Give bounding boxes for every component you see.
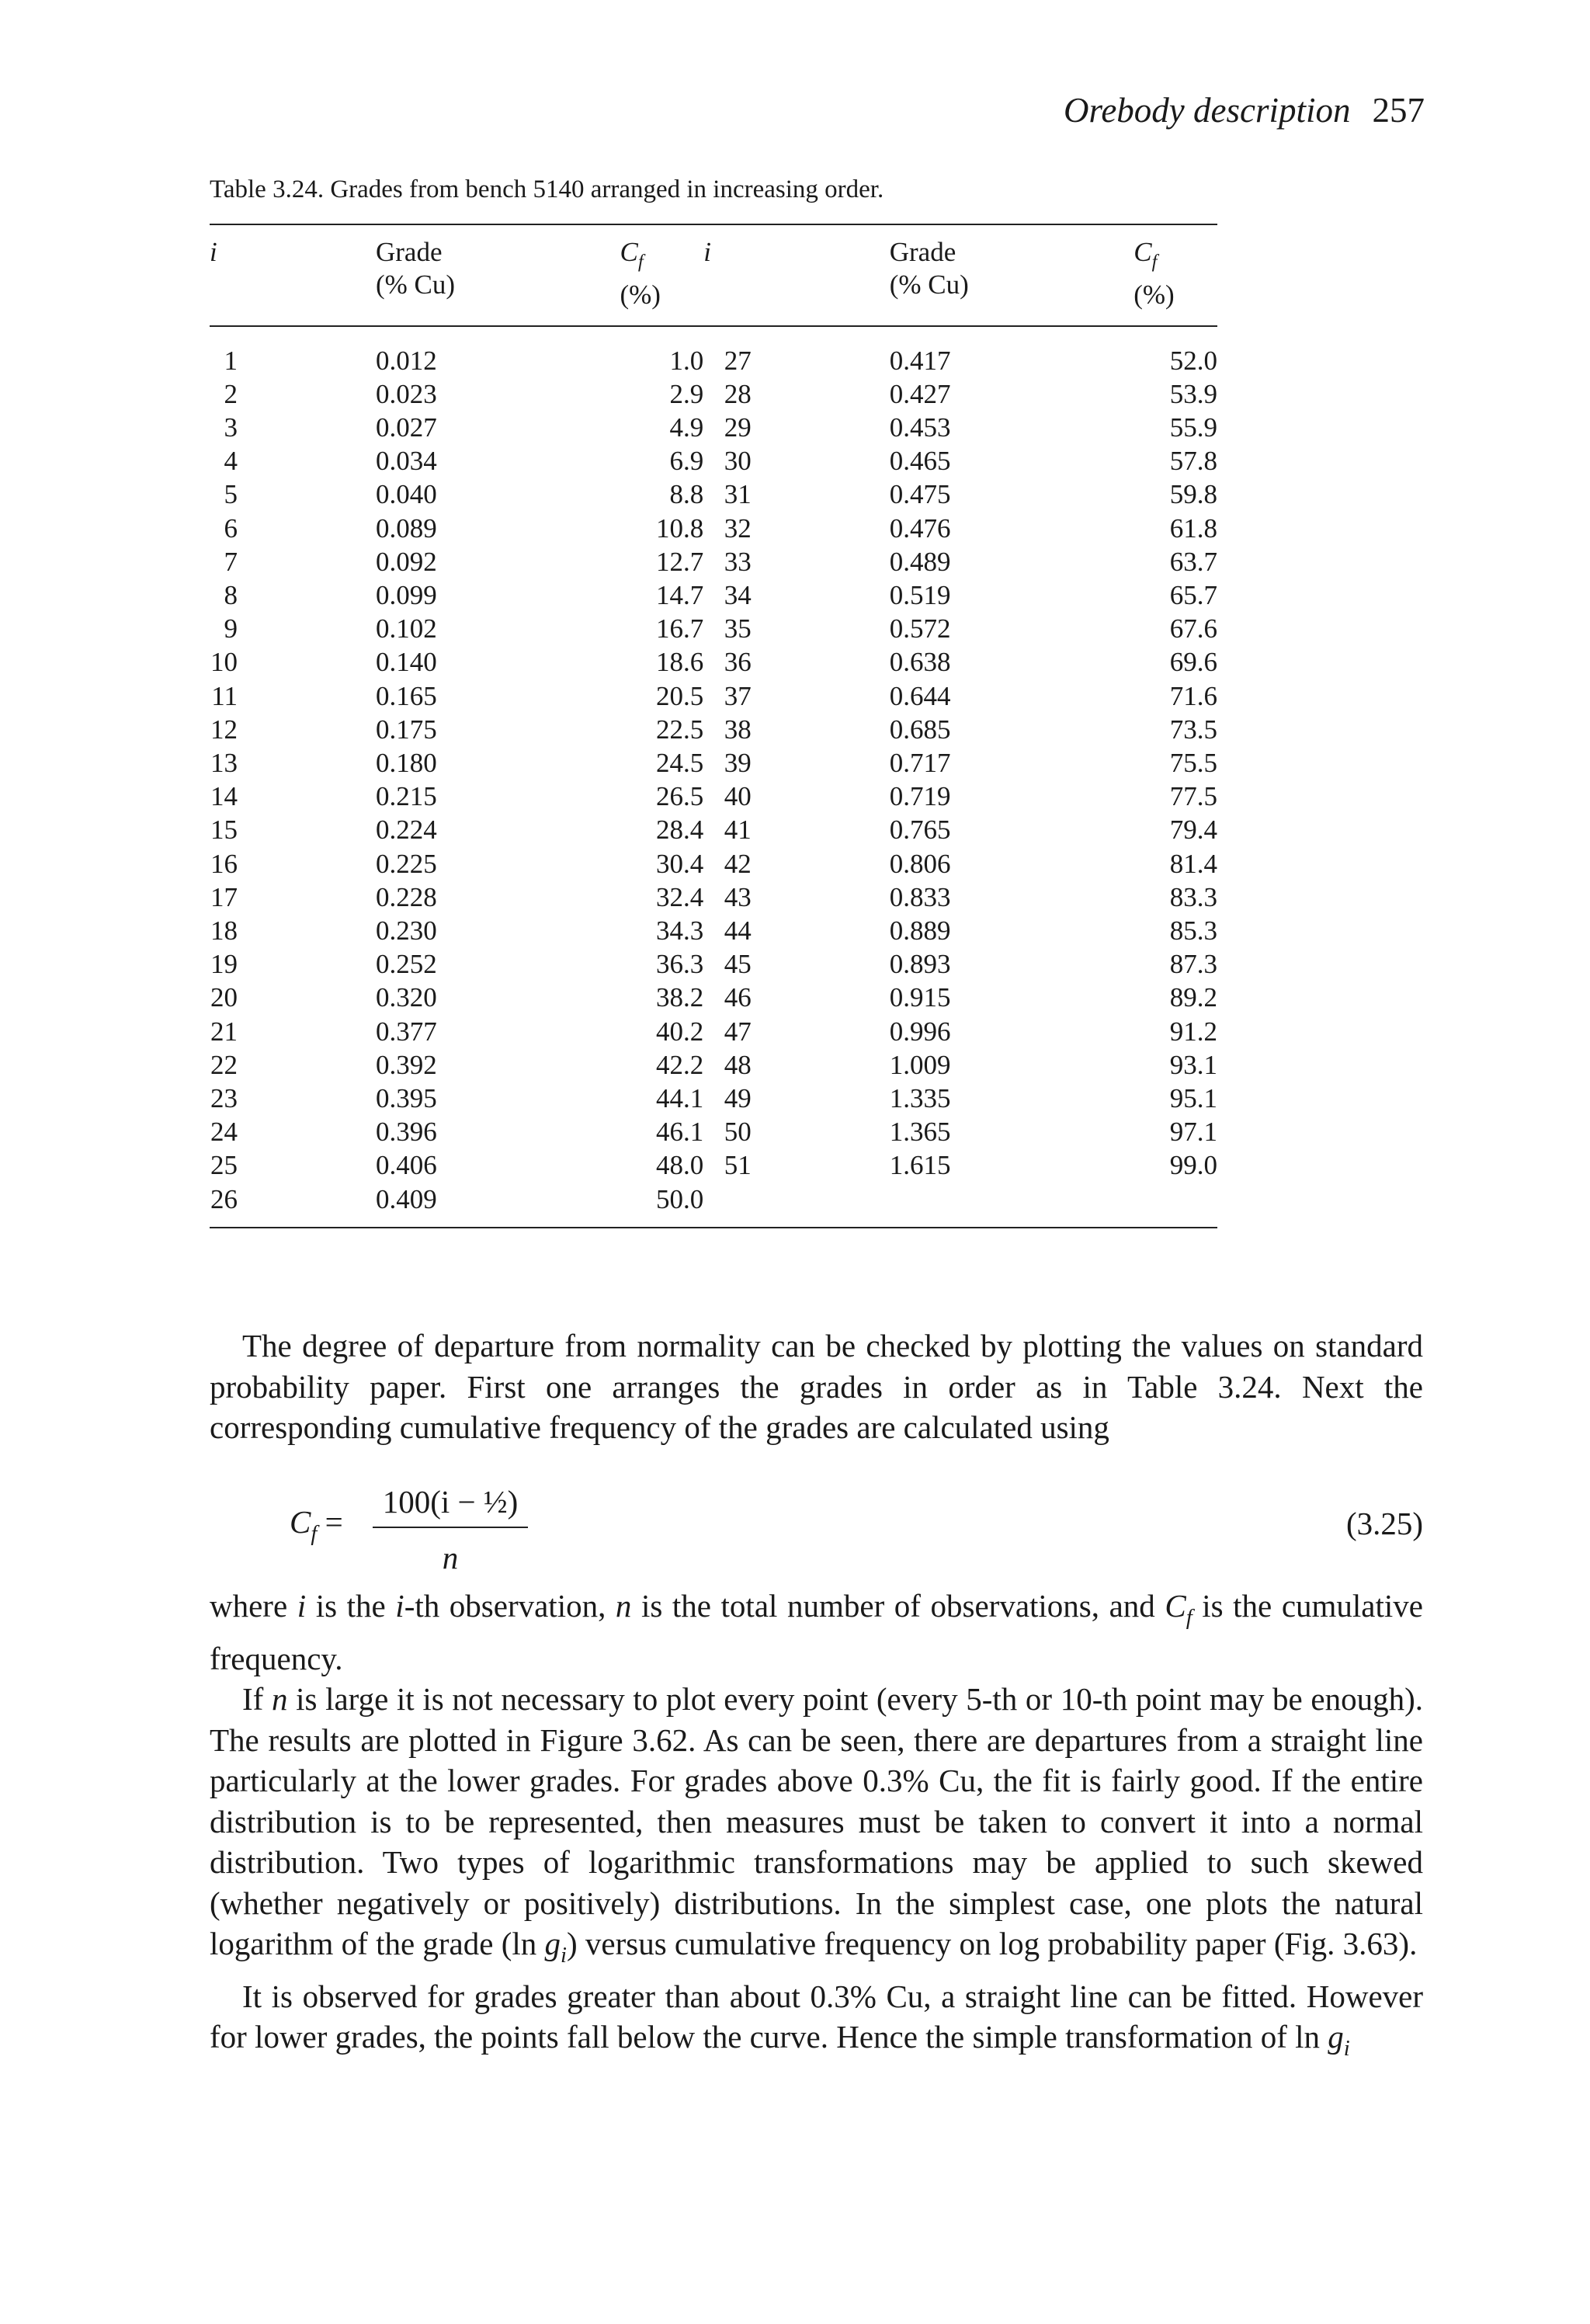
cell-grade: 0.889 xyxy=(889,915,951,947)
cell-grade: 0.893 xyxy=(889,949,951,980)
cell-i: 36 xyxy=(724,647,752,678)
cell-cf: 79.4 xyxy=(1169,815,1217,846)
cell-i: 28 xyxy=(724,378,752,409)
cell-i: 23 xyxy=(210,1083,238,1114)
cell-cf: 67.6 xyxy=(1169,613,1217,644)
cell-grade: 0.475 xyxy=(889,479,951,510)
cell-i: 37 xyxy=(724,680,752,711)
cell-i: 4 xyxy=(224,446,238,477)
cell-cf: 59.8 xyxy=(1169,479,1217,510)
cell-cf: 40.2 xyxy=(655,1016,704,1047)
cell-cf: 89.2 xyxy=(1169,982,1217,1013)
cell-cf: 14.7 xyxy=(655,579,704,610)
cell-cf: 99.0 xyxy=(1169,1150,1217,1181)
cell-i: 25 xyxy=(210,1150,238,1181)
cell-grade: 0.644 xyxy=(889,680,951,711)
cell-cf: 42.2 xyxy=(655,1049,704,1080)
cell-i: 32 xyxy=(724,512,752,544)
cell-grade: 0.228 xyxy=(376,881,437,912)
cell-grade: 0.476 xyxy=(889,512,951,544)
cell-grade: 1.009 xyxy=(889,1049,951,1080)
cell-grade: 0.915 xyxy=(889,982,951,1013)
cell-cf: 30.4 xyxy=(655,848,704,879)
cell-i: 6 xyxy=(224,512,238,544)
cell-grade: 0.320 xyxy=(376,982,437,1013)
table-row xyxy=(210,478,1217,511)
cell-i: 29 xyxy=(724,412,752,443)
cell-grade: 0.417 xyxy=(889,345,951,376)
cell-cf: 71.6 xyxy=(1169,680,1217,711)
cell-i: 14 xyxy=(210,781,238,812)
cell-cf: 85.3 xyxy=(1169,915,1217,947)
empty-cell xyxy=(1133,1183,1217,1228)
cell-cf: 55.9 xyxy=(1169,412,1217,443)
empty-cell xyxy=(703,1183,752,1228)
cell-i: 24 xyxy=(210,1117,238,1148)
cell-i: 2 xyxy=(224,378,238,409)
table-row xyxy=(210,1082,1217,1115)
cell-cf: 38.2 xyxy=(655,982,704,1013)
table-row xyxy=(210,377,1217,411)
table-row xyxy=(210,780,1217,813)
cell-grade: 0.377 xyxy=(376,1016,437,1047)
cell-i: 43 xyxy=(724,881,752,912)
cell-grade: 1.615 xyxy=(889,1150,951,1181)
table-row xyxy=(210,444,1217,478)
cell-grade: 0.252 xyxy=(376,949,437,980)
cell-grade: 1.365 xyxy=(889,1117,951,1148)
cell-cf: 87.3 xyxy=(1169,949,1217,980)
cell-i: 19 xyxy=(210,949,238,980)
cell-grade: 0.392 xyxy=(376,1049,437,1080)
cell-grade: 0.396 xyxy=(376,1117,437,1148)
equation-number: (3.25) xyxy=(1345,1506,1423,1541)
table-caption: Table 3.24. Grades from bench 5140 arranged in increasing order. xyxy=(210,175,884,203)
cell-i: 30 xyxy=(724,446,752,477)
cell-grade: 1.335 xyxy=(889,1083,951,1114)
empty-cell xyxy=(752,1183,1134,1228)
cell-i: 38 xyxy=(724,714,752,745)
cell-i: 17 xyxy=(210,881,238,912)
cell-grade: 0.427 xyxy=(889,378,951,409)
header-cf-right: $C_f$ (%) xyxy=(1133,237,1175,310)
equation-3-25 xyxy=(210,1475,1423,1575)
cell-i: 15 xyxy=(210,815,238,846)
cell-i: 11 xyxy=(211,680,238,711)
cell-grade: 0.409 xyxy=(376,1183,437,1214)
cell-cf: 57.8 xyxy=(1169,446,1217,477)
paragraph-3: If n is large it is not necessary to plot every point (every 5-th or 10-th point may be enough). The results are plotted in Figure 3.62. As can be seen, there are departures from a straight line particularly at the lower grades. For grades above 0.3% Cu, the fit is fairly good. If the entire distribution is to be represented, then measures must be taken to convert it into a normal distribution. Two types of logarithmic transformations may be applied to such skewed (whether negatively or positively) distributions. In the simplest case, one plots the natural logarithm of the grade (ln $g_i$) versus cumulative frequency on log probability paper (Fig. 3.63). xyxy=(210,1681,1423,1968)
equation-lhs: $C_f$ = xyxy=(290,1504,343,1547)
cell-cf: 44.1 xyxy=(655,1083,704,1114)
cell-grade: 0.717 xyxy=(889,748,951,778)
cell-grade: 0.685 xyxy=(889,714,951,745)
equation-numerator: 100(i − ½) xyxy=(382,1484,519,1520)
cell-i: 12 xyxy=(210,714,238,745)
paragraph-intro xyxy=(210,1325,1423,1448)
cell-grade: 0.099 xyxy=(376,579,437,610)
cell-cf: 8.8 xyxy=(669,479,704,510)
cell-cf: 61.8 xyxy=(1169,512,1217,544)
cell-grade: 0.165 xyxy=(376,680,437,711)
cell-cf: 52.0 xyxy=(1169,345,1217,376)
cell-i: 48 xyxy=(724,1049,752,1080)
cell-i: 10 xyxy=(210,647,238,678)
cell-cf: 97.1 xyxy=(1169,1117,1217,1148)
cell-i: 21 xyxy=(210,1016,238,1047)
cell-grade: 0.719 xyxy=(889,781,951,812)
cell-i: 41 xyxy=(724,815,752,846)
cell-i: 34 xyxy=(724,579,752,610)
table-row xyxy=(210,813,1217,846)
cell-grade: 0.034 xyxy=(376,446,437,477)
cell-cf: 81.4 xyxy=(1169,848,1217,879)
cell-i: 47 xyxy=(724,1016,752,1047)
cell-i: 46 xyxy=(724,982,752,1013)
cell-i: 8 xyxy=(224,579,238,610)
equation-denominator: n xyxy=(442,1540,459,1575)
cell-cf: 46.1 xyxy=(655,1117,704,1148)
cell-cf: 10.8 xyxy=(655,512,704,544)
cell-cf: 91.2 xyxy=(1169,1016,1217,1047)
cell-cf: 75.5 xyxy=(1169,748,1217,778)
table-row xyxy=(210,914,1217,947)
cell-cf: 12.7 xyxy=(655,546,704,577)
cell-i: 1 xyxy=(224,345,238,376)
paragraph-4: It is observed for grades greater than about 0.3% Cu, a straight line can be fitted. However for lower grades, the points fall below the curve. Hence the simple transformation of $\ln g_i$ xyxy=(210,1978,1423,2062)
cell-i: 31 xyxy=(724,479,752,510)
table-row xyxy=(210,679,1217,713)
table-row xyxy=(210,1183,1217,1228)
cell-i: 22 xyxy=(210,1049,238,1080)
cell-i: 40 xyxy=(724,781,752,812)
cell-grade: 0.040 xyxy=(376,479,437,510)
cell-i: 51 xyxy=(724,1150,752,1181)
cell-cf: 63.7 xyxy=(1169,546,1217,577)
cell-grade: 0.027 xyxy=(376,412,437,443)
table-row xyxy=(210,1115,1217,1148)
cell-grade: 0.012 xyxy=(376,345,437,376)
cell-i: 20 xyxy=(210,982,238,1013)
table-body xyxy=(210,326,1217,1228)
table-row xyxy=(210,881,1217,914)
fraction-bar xyxy=(373,1527,528,1528)
table-row xyxy=(210,1148,1217,1182)
cell-cf: 24.5 xyxy=(655,748,704,778)
header-cf-left: $C_f$ (%) xyxy=(620,237,661,310)
cell-i: 26 xyxy=(210,1183,238,1214)
cell-i: 9 xyxy=(224,613,238,644)
cell-i: 13 xyxy=(210,748,238,778)
cell-cf: 77.5 xyxy=(1169,781,1217,812)
cell-i: 5 xyxy=(224,479,238,510)
cell-cf: 95.1 xyxy=(1169,1083,1217,1114)
page-number: 257 xyxy=(1372,91,1425,130)
cell-grade: 0.765 xyxy=(889,815,951,846)
cell-grade: 0.089 xyxy=(376,512,437,544)
cell-cf: 50.0 xyxy=(655,1183,704,1214)
cell-i: 7 xyxy=(224,546,238,577)
header-grade-left: Grade (% Cu) xyxy=(376,237,456,300)
cell-grade: 0.996 xyxy=(889,1016,951,1047)
table-row xyxy=(210,545,1217,578)
table-row xyxy=(210,645,1217,679)
cell-i: 3 xyxy=(224,412,238,443)
cell-i: 42 xyxy=(724,848,752,879)
cell-grade: 0.465 xyxy=(889,446,951,477)
cell-grade: 0.225 xyxy=(376,848,437,879)
table-row xyxy=(210,612,1217,645)
header-i-left: i xyxy=(210,237,217,267)
cell-grade: 0.519 xyxy=(889,579,951,610)
table-row xyxy=(210,512,1217,545)
cell-cf: 65.7 xyxy=(1169,579,1217,610)
cell-i: 18 xyxy=(210,915,238,947)
cell-grade: 0.806 xyxy=(889,848,951,879)
cell-i: 44 xyxy=(724,915,752,947)
cell-grade: 0.215 xyxy=(376,781,437,812)
cell-i: 50 xyxy=(724,1117,752,1148)
cell-cf: 16.7 xyxy=(655,613,704,644)
table-row xyxy=(210,713,1217,746)
cell-i: 16 xyxy=(210,848,238,879)
cell-cf: 2.9 xyxy=(669,378,704,409)
header-grade-right: Grade (% Cu) xyxy=(889,237,969,300)
cell-grade: 0.406 xyxy=(376,1150,437,1181)
cell-grade: 0.453 xyxy=(889,412,951,443)
cell-grade: 0.140 xyxy=(376,647,437,678)
cell-i: 27 xyxy=(724,345,752,376)
cell-cf: 4.9 xyxy=(669,412,704,443)
cell-cf: 69.6 xyxy=(1169,647,1217,678)
cell-cf: 1.0 xyxy=(669,345,704,376)
cell-cf: 93.1 xyxy=(1169,1049,1217,1080)
table-row xyxy=(210,746,1217,780)
cell-grade: 0.023 xyxy=(376,378,437,409)
cell-grade: 0.489 xyxy=(889,546,951,577)
table-row xyxy=(210,1048,1217,1082)
table-row xyxy=(210,947,1217,981)
cell-cf: 32.4 xyxy=(655,881,704,912)
cell-grade: 0.175 xyxy=(376,714,437,745)
cell-i: 49 xyxy=(724,1083,752,1114)
header-i-right: i xyxy=(703,237,711,267)
cell-grade: 0.833 xyxy=(889,881,951,912)
table-row xyxy=(210,326,1217,377)
cell-cf: 73.5 xyxy=(1169,714,1217,745)
cell-grade: 0.180 xyxy=(376,748,437,778)
cell-grade: 0.092 xyxy=(376,546,437,577)
cell-grade: 0.395 xyxy=(376,1083,437,1114)
running-section-title: Orebody description xyxy=(1063,91,1351,130)
cell-grade: 0.230 xyxy=(376,915,437,947)
cell-grade: 0.638 xyxy=(889,647,951,678)
cell-grade: 0.224 xyxy=(376,815,437,846)
table-row xyxy=(210,847,1217,881)
table-row xyxy=(210,411,1217,444)
cell-i: 45 xyxy=(724,949,752,980)
cell-cf: 34.3 xyxy=(655,915,704,947)
paragraph-1: The degree of departure from normality can be checked by plotting the values on standard probability paper. First one arranges the grades in order as in Table 3.24. Next the corresponding cumulative frequency of the grades are calculated using xyxy=(210,1328,1423,1445)
table-row xyxy=(210,578,1217,612)
cell-cf: 20.5 xyxy=(655,680,704,711)
cell-grade: 0.572 xyxy=(889,613,951,644)
page-header xyxy=(1064,93,1425,128)
cell-cf: 22.5 xyxy=(655,714,704,745)
table-header-row xyxy=(210,224,1217,326)
cell-i: 39 xyxy=(724,748,752,778)
cell-cf: 83.3 xyxy=(1169,881,1217,912)
cell-cf: 48.0 xyxy=(655,1150,704,1181)
grades-table xyxy=(210,224,1217,1228)
cell-cf: 36.3 xyxy=(655,949,704,980)
cell-cf: 6.9 xyxy=(669,446,704,477)
paragraphs-after-equation xyxy=(210,1586,1423,2069)
cell-cf: 53.9 xyxy=(1169,378,1217,409)
table-row xyxy=(210,981,1217,1014)
cell-cf: 28.4 xyxy=(655,815,704,846)
table-row xyxy=(210,1015,1217,1048)
paragraph-2: where i is the i-th observation, n is the total number of observations, and $C_f$ is the cumulative frequency. xyxy=(210,1588,1423,1676)
equation-fraction xyxy=(373,1483,528,1576)
cell-grade: 0.102 xyxy=(376,613,437,644)
cell-i: 35 xyxy=(724,613,752,644)
cell-cf: 26.5 xyxy=(655,781,704,812)
cell-i: 33 xyxy=(724,546,752,577)
cell-cf: 18.6 xyxy=(655,647,704,678)
